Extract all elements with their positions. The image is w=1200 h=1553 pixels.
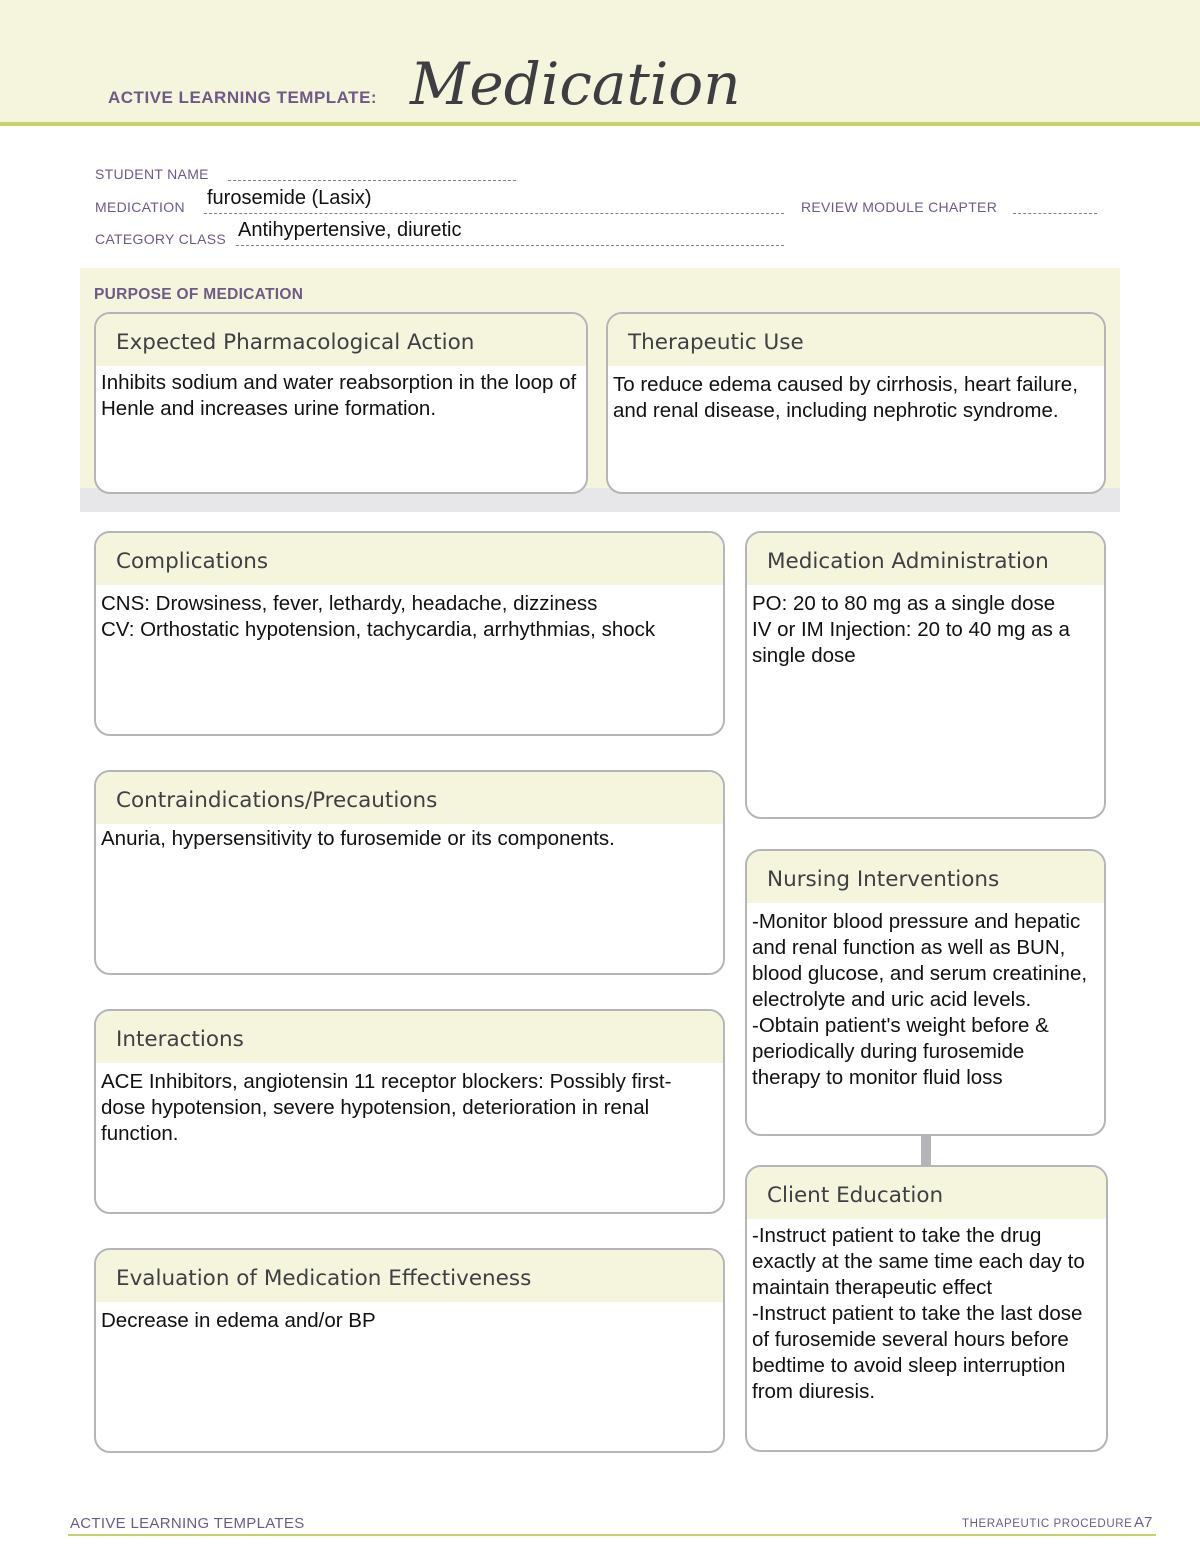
review-module-label: REVIEW MODULE CHAPTER — [801, 199, 998, 215]
page-title: Medication — [410, 50, 741, 118]
category-class-value: Antihypertensive, diuretic — [238, 219, 462, 241]
therapeutic-use-text[interactable]: To reduce edema caused by cirrhosis, heart failure, and renal disease, including nephrotic syndrome. — [613, 373, 1078, 422]
interactions-text[interactable]: ACE Inhibitors, angiotensin 11 receptor blockers: Possibly first-dose hypotension, severe hypotension, deterioration in renal function. — [101, 1070, 672, 1145]
medication-label: MEDICATION — [95, 199, 185, 215]
expected-action-box — [94, 312, 588, 494]
evaluation-text[interactable]: Decrease in edema and/or BP — [101, 1309, 376, 1332]
purpose-label: PURPOSE OF MEDICATION — [94, 286, 304, 303]
expected-action-title: Expected Pharmacological Action — [96, 314, 586, 366]
complications-title: Complications — [96, 533, 723, 585]
review-module-field[interactable] — [1013, 213, 1097, 214]
connector-bar — [921, 1134, 931, 1166]
template-label: ACTIVE LEARNING TEMPLATE: — [108, 88, 378, 107]
evaluation-box — [94, 1248, 725, 1453]
nursing-interventions-title: Nursing Interventions — [747, 851, 1104, 903]
administration-title: Medication Administration — [747, 533, 1104, 585]
complications-text[interactable]: CNS: Drowsiness, fever, lethardy, headache, dizziness CV: Orthostatic hypotension, tachycardia, arrhythmias, shock — [101, 592, 656, 641]
nursing-interventions-box — [745, 849, 1106, 1136]
administration-box — [745, 531, 1106, 819]
category-class-label: CATEGORY CLASS — [95, 231, 227, 247]
contraindications-text[interactable]: Anuria, hypersensitivity to furosemide or its components. — [101, 827, 615, 850]
evaluation-title: Evaluation of Medication Effectiveness — [96, 1250, 723, 1302]
client-education-title: Client Education — [747, 1167, 1106, 1219]
footer-page-number: A7 — [1134, 1514, 1153, 1531]
interactions-title: Interactions — [96, 1011, 723, 1063]
contraindications-box — [94, 770, 725, 975]
category-class-field[interactable] — [236, 245, 784, 246]
medication-value: furosemide (Lasix) — [207, 187, 372, 209]
contraindications-title: Contraindications/Precautions — [96, 772, 723, 824]
student-name-label: STUDENT NAME — [95, 166, 209, 182]
client-education-text[interactable]: -Instruct patient to take the drug exactly at the same time each day to maintain therapeutic effect -Instruct patient to take the last dose of furosemide several hours before bedtime to avoid sleep interruption from diuresis. — [752, 1224, 1085, 1403]
medication-field[interactable] — [204, 213, 784, 214]
therapeutic-use-title: Therapeutic Use — [608, 314, 1104, 366]
nursing-interventions-text[interactable]: -Monitor blood pressure and hepatic and renal function as well as BUN, blood glucose, and serum creatinine, electrolyte and uric acid levels. -Obtain patient's weight before & periodically during furosemide therapy to monitor fluid loss — [752, 910, 1088, 1089]
expected-action-text[interactable]: Inhibits sodium and water reabsorption in the loop of Henle and increases urine formation. — [101, 371, 577, 420]
footer-right-label: THERAPEUTIC PROCEDURE — [962, 1518, 1133, 1530]
client-education-box — [745, 1165, 1108, 1452]
footer-left-label: ACTIVE LEARNING TEMPLATES — [70, 1515, 305, 1532]
interactions-box — [94, 1009, 725, 1214]
footer-rule — [68, 1534, 1156, 1536]
student-name-field[interactable] — [228, 180, 516, 181]
therapeutic-use-box — [606, 312, 1106, 494]
administration-text[interactable]: PO: 20 to 80 mg as a single dose IV or IM Injection: 20 to 40 mg as a single dose — [752, 592, 1070, 667]
complications-box — [94, 531, 725, 736]
